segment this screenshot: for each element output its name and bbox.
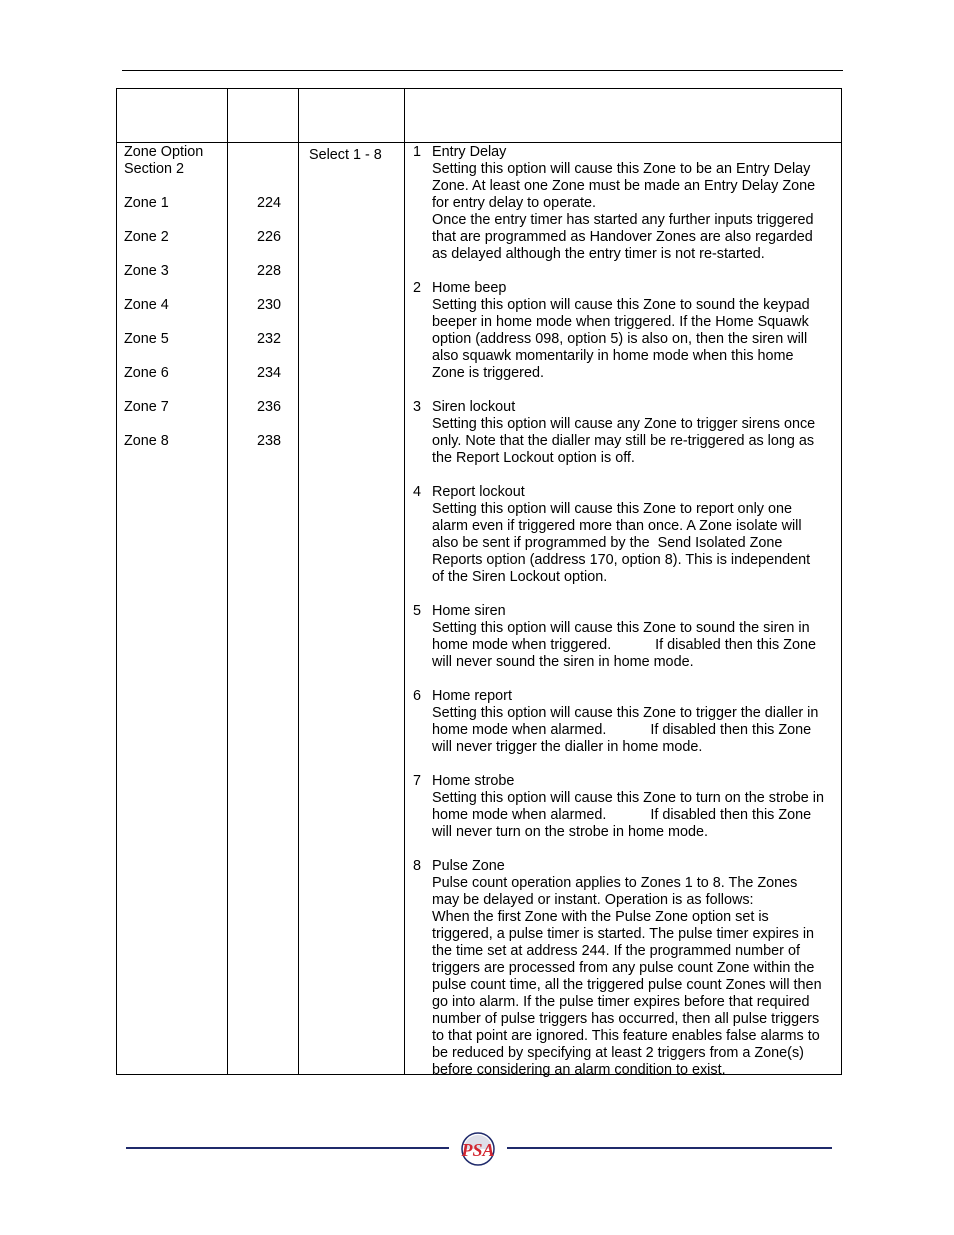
zone-address: 232 [256,331,281,347]
option-number: 2 [413,280,422,296]
option-item [413,603,841,671]
zone-name: Zone 3 [124,263,169,279]
option-text-line: of the Siren Lockout option. [432,569,608,585]
option-text-line: Setting this option will cause this Zone to turn on the strobe in [432,790,824,806]
option-title: Report lockout [432,484,525,500]
zone-address: 230 [256,297,281,313]
zone-address: 236 [256,399,281,415]
option-text-line: Zone is triggered. [432,365,544,381]
option-text-line: Setting this option will cause any Zone to trigger sirens once [432,416,816,432]
option-text-line: triggers are processed from any pulse count Zone within the [432,960,815,976]
zone-address: 224 [256,195,281,211]
option-text-line: Setting this option will cause this Zone to sound the siren in [432,620,810,636]
zone-name: Zone 8 [124,433,169,449]
option-text-line: the Report Lockout option is off. [432,450,635,466]
option-text-line: Once the entry timer has started any further inputs triggered [432,212,814,228]
zone-address: 238 [256,433,281,449]
option-number: 8 [413,858,422,874]
option-text-line: number of pulse triggers has occurred, then all pulse triggers [432,1011,820,1027]
option-item [413,688,841,756]
option-text-line: Pulse count operation applies to Zones 1 to 8. The Zones [432,875,798,891]
column-divider [298,89,299,1074]
option-text-line: home mode when triggered. If disabled then this Zone [432,637,816,653]
column-divider [404,89,405,1074]
option-text-line: only. Note that the dialler may still be re-triggered as long as [432,433,815,449]
zone-name: Zone 1 [124,195,169,211]
option-title: Entry Delay [432,144,507,160]
option-text-line: pulse count time, all the triggered pulse count Zones will then [432,977,822,993]
zone-address: 226 [256,229,281,245]
option-title: Home strobe [432,773,515,789]
zone-name: Zone 4 [124,297,169,313]
option-text-line: for entry delay to operate. [432,195,596,211]
psa-logo [458,1130,498,1168]
option-item [413,280,841,382]
option-text-line: Setting this option will cause this Zone to sound the keypad [432,297,810,313]
option-item [413,858,841,1079]
logo-text: PSA [461,1140,495,1160]
option-text-line: the time set at address 244. If the programmed number of [432,943,800,959]
zone-name: Zone 2 [124,229,169,245]
option-title: Home beep [432,280,507,296]
option-text-line: will never sound the siren in home mode. [432,654,694,670]
section-label: Section 2 [124,161,185,177]
option-title: Pulse Zone [432,858,505,874]
option-text-line: home mode when alarmed. If disabled then this Zone [432,722,812,738]
option-number: 4 [413,484,422,500]
address-column [227,144,281,450]
option-text-line: also be sent if programmed by the Send Isolated Zone [432,535,783,551]
option-text-line: before considering an alarm condition to exist. [432,1062,726,1078]
description-column [413,144,841,1079]
zone-name: Zone 5 [124,331,169,347]
option-text-line: option (address 098, option 5) is also on, then the siren will [432,331,808,347]
option-text-line: as delayed although the entry timer is not re-started. [432,246,765,262]
option-number: 5 [413,603,422,619]
select-range: Select 1 - 8 [309,147,382,163]
option-number: 7 [413,773,422,789]
option-text-line: will never trigger the dialler in home mode. [432,739,703,755]
option-text-line: Reports option (address 170, option 8). This is independent [432,552,811,568]
option-item [413,399,841,467]
option-item [413,484,841,586]
zone-address: 234 [256,365,281,381]
option-text-line: will never turn on the strobe in home mode. [432,824,708,840]
section-label: Zone Option [124,144,204,160]
option-text-line: to that point are ignored. This feature enables false alarms to [432,1028,820,1044]
option-number: 6 [413,688,422,704]
zone-name: Zone 7 [124,399,169,415]
option-text-line: Setting this option will cause this Zone to be an Entry Delay [432,161,811,177]
option-item [413,144,841,263]
option-text-line: also squawk momentarily in home mode when this home [432,348,794,364]
option-text-line: Setting this option will cause this Zone to report only one [432,501,792,517]
option-text-line: Setting this option will cause this Zone to trigger the dialler in [432,705,819,721]
option-text-line: go into alarm. If the pulse timer expires before that required [432,994,810,1010]
zone-address: 228 [256,263,281,279]
option-number: 3 [413,399,422,415]
option-number: 1 [413,144,422,160]
option-text-line: home mode when alarmed. If disabled then this Zone [432,807,812,823]
option-title: Home report [432,688,512,704]
option-text-line: When the first Zone with the Pulse Zone option set is [432,909,769,925]
option-text-line: may be delayed or instant. Operation is as follows: [432,892,754,908]
option-item [413,773,841,841]
option-text-line: that are programmed as Handover Zones are also regarded [432,229,813,245]
option-text-line: alarm even if triggered more than once. A Zone isolate will [432,518,802,534]
footer-rule-right [507,1147,832,1149]
option-text-line: be reduced by specifying at least 2 triggers from a Zone(s) [432,1045,804,1061]
options-table [116,88,842,1078]
header-rule [122,70,843,71]
option-title: Siren lockout [432,399,516,415]
data-column [309,147,409,164]
header-row-divider [117,142,841,143]
zone-name-column [124,144,228,450]
option-title: Home siren [432,603,506,619]
option-text-line: triggered, a pulse timer is started. The pulse timer expires in [432,926,815,942]
option-text-line: Zone. At least one Zone must be made an Entry Delay Zone [432,178,816,194]
zone-name: Zone 6 [124,365,169,381]
option-text-line: beeper in home mode when triggered. If the Home Squawk [432,314,809,330]
footer-rule-left [126,1147,449,1149]
